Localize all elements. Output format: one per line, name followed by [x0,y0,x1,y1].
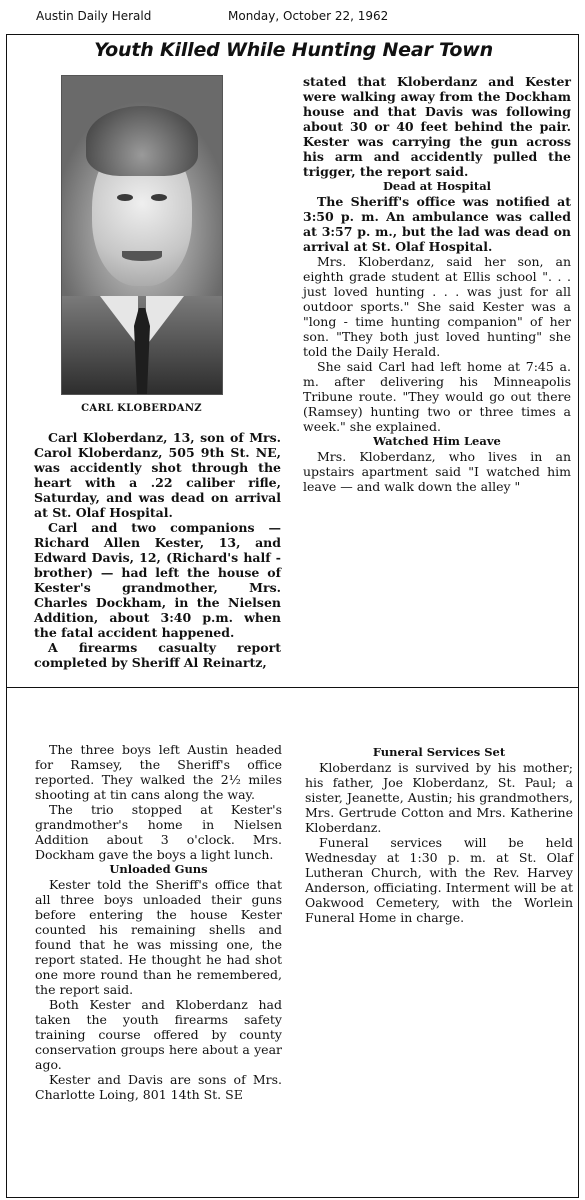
photo-collar-left [100,296,138,346]
lead-paragraph: Carl and two companions — Richard Allen Kester, 13, and Edward Davis, 12, (Richard's half - brother) — had left the house of Kester's grandmother, Mrs. Charles Dockham, in the Nielsen Addition, about 3:40 p.m. when the fatal accident happened. [34,520,281,640]
photo-eye-left [117,194,133,201]
paragraph: Mrs. Kloberdanz, who lives in an upstairs apartment said "I watched him leave — and walk down the alley " [303,449,571,494]
column-2 [303,74,571,494]
column-4 [305,745,573,925]
paragraph: The trio stopped at Kester's grandmother's home in Nielsen Addition about 3 o'clock. Mrs. Dockham gave the boys a light lunch. [35,802,282,862]
paragraph: Funeral services will be held Wednesday at 1:30 p. m. at St. Olaf Lutheran Church, with the Rev. Harvey Anderson, officiating. Interment will be at Oakwood Cemetery, with the Worlein Funeral Home in charge. [305,835,573,925]
subhead-watched-him-leave: Watched Him Leave [373,434,501,448]
section-divider [7,687,578,688]
paragraph: stated that Kloberdanz and Kester were walking away from the Dockham house and that Davis was following about 30 or 40 feet behind the pair. Kester was carrying the gun across his arm and accidently pulled the trigger, the report said. [303,74,571,179]
lead-paragraph: A firearms casualty report completed by Sheriff Al Reinartz, [34,640,281,670]
headline: Youth Killed While Hunting Near Town [94,39,493,61]
newspaper-name: Austin Daily Herald [36,9,152,23]
column-1 [34,430,281,670]
article-clipping [6,34,579,1198]
lead-paragraph: Carl Kloberdanz, 13, son of Mrs. Carol Kloberdanz, 505 9th St. NE, was accidently shot through the heart with a .22 caliber rifle, Saturday, and was dead on arrival at St. Olaf Hospital. [34,430,281,520]
photo-mouth [122,251,162,261]
portrait-photo [61,75,223,395]
subhead-funeral-services: Funeral Services Set [372,745,506,759]
paragraph: She said Carl had left home at 7:45 a. m. after delivering his Minneapolis Tribune route. "They would go out there (Ramsey) hunting two or three times a week." she explained. [303,359,571,434]
paragraph: Both Kester and Kloberdanz had taken the youth firearms safety training course offered by county conservation groups here about a year ago. [35,997,282,1072]
publication-date: Monday, October 22, 1962 [228,9,389,23]
paragraph: The three boys left Austin headed for Ramsey, the Sheriff's office reported. They walked the 2½ miles shooting at tin cans along the way. [35,742,282,802]
paragraph: The Sheriff's office was notified at 3:50 p. m. An ambulance was called at 3:57 p. m., but the lad was dead on arrival at St. Olaf Hospital. [303,194,571,254]
photo-eye-right [151,194,167,201]
photo-collar-right [146,296,184,346]
column-3 [35,742,282,1102]
photo-hair [86,106,198,176]
subhead-dead-at-hospital: Dead at Hospital [382,179,492,193]
paragraph: Mrs. Kloberdanz, said her son, an eighth grade student at Ellis school ". . . just loved hunting . . . was just for all outdoor sports." She said Kester was a "long - time hunting companion" of her son. "They both just loved hunting" she told the Daily Herald. [303,254,571,359]
photo-caption: CARL KLOBERDANZ [81,403,202,414]
paragraph: Kester told the Sheriff's office that all three boys unloaded their guns before entering the house Kester counted his remaining shells and found that he was missing one, the report stated. He thought he had shot one more round than he remembered, the report said. [35,877,282,997]
subhead-unloaded-guns: Unloaded Guns [109,862,208,876]
paragraph: Kester and Davis are sons of Mrs. Charlotte Loing, 801 14th St. SE [35,1072,282,1102]
masthead [0,0,585,34]
paragraph: Kloberdanz is survived by his mother; his father, Joe Kloberdanz, St. Paul; a sister, Jeanette, Austin; his grandmothers, Mrs. Gertrude Cotton and Mrs. Katherine Kloberdanz. [305,760,573,835]
